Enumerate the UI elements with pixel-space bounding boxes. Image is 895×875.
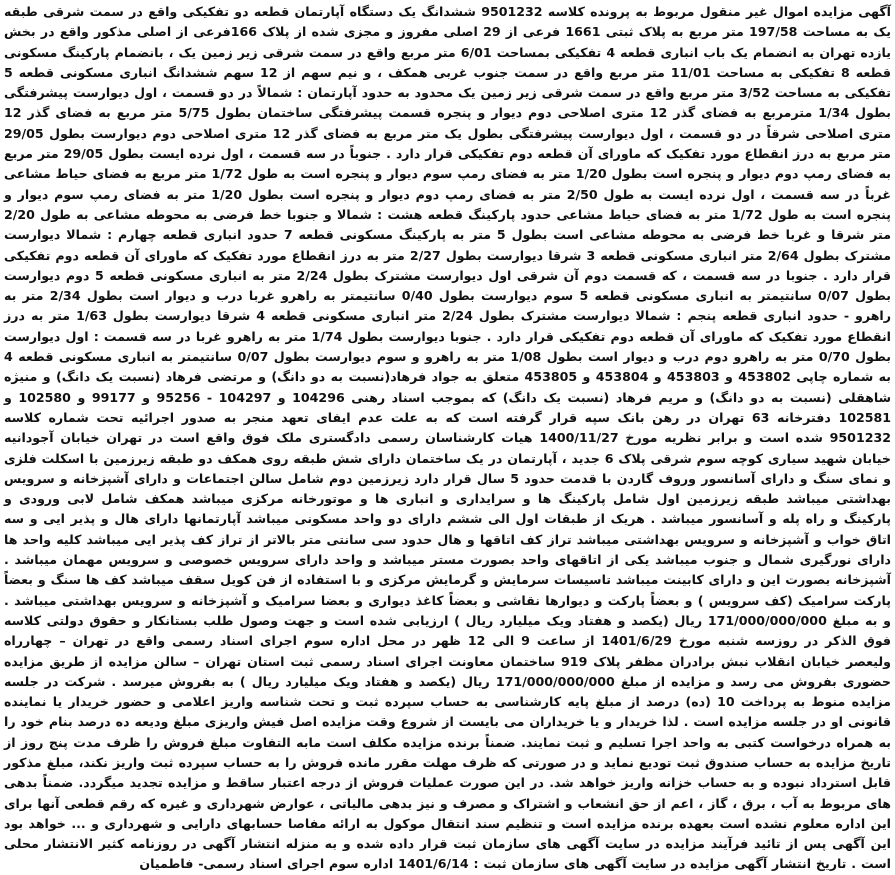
auction-notice-text: آگهی مزایده اموال غیر منقول مربوط به پرونده کلاسه 9501232 ششدانگ یک دستگاه آپارتمان قطعه دو تفکیکی واقع در سمت شرقی طبقه یک به مساحت 197/58 متر مربع به پلاک ثبتی 1661 فرعی از 29 اصلی مفروز و مجزی شده از پلاک 166فرعی از اصلی مذکور واقع در بخش یازده تهران به انضمام یک باب انباری قطعه 4 تفکیکی بمساحت 6/01 متر مربع واقع در سمت شرقی زیر زمین یک ، بانضمام پارکینگ مسکونی قطعه 8 تفکیکی به مساحت 11/01 متر مربع واقع در سمت جنوب غربی همکف ، و نیم سهم از 12 سهم ششدانگ انباری مسکونی قطعه 5 تفکیکی به مساحت 3/52 متر مربع واقع در سمت شرقی زیر زمین یک محدود به حدود آپارتمان : شمالاً در دو قسمت ، اول دیوارست پیشرفتگی بطول 1/34 مترمربع به فضای گذر 12 متری اصلاحی دوم دیوار و پنجره قسمت پیشرفتگی ساختمان بطول 5/75 متر مربع به فضای گذر 12 متری اصلاحی شرقاً در دو قسمت ، اول دیوارست پیشرفتگی بطول یک متر مربع به فضای گذر 12 متری اصلاحی دوم دیوارست بطول 29/05 متر مربع به درز انقطاع مورد تفکیک که ماورای آن قطعه دوم تفکیکی قرار دارد . جنوباً در سه قسمت ، اول نرده ایست بطول 29/05 متر مربع به فضای رمپ دوم دیوار و پنجره است بطول 1/20 متر به فضای رمپ سوم دیوار و پنجره است به طول 1/72 متر مربع به فضای حیاط مشاعی غرباً در سه قسمت ، اول نرده ایست به طول 2/50 متر به فضای رمپ دوم دیوار و پنجره است بطول 1/20 متر به فضای رمپ سوم دیوار و پنجره است به طول 1/72 متر به فضای حیاط مشاعی حدود پارکینگ قطعه هشت : شمالا و جنوبا خط فرضی به محوطه مشاعی به طول 2/20 متر شرقا و غربا خط فرضی به محوطه مشاعی است بطول 5 متر به پارکینگ مسکونی قطعه 7 حدود انباری قطعه چهارم : شمالا دیوارست مشترک بطول 2/64 متر انباری مسکونی قطعه 3 شرقا دیوارست بطول 2/27 متر به درز انقطاع مورد تفکیک که ماورای آن قطعه دوم تفکیکی قرار دارد . جنوبا در سه قسمت ، که قسمت دوم آن شرقی اول دیوارست مشترک بطول 2/24 متر به انباری مسکونی قطعه 5 دوم دیوارست بطول 0/07 سانتیمتر به انباری مسکونی قطعه 5 سوم دیوارست بطول 0/40 سانتیمتر به راهرو غربا درب و دیوار است بطول 2/34 متر به راهرو - حدود انباری قطعه پنجم : شمالا دیوارست مشترک بطول 2/24 متر انباری مسکونی قطعه 4 شرقا دیوارست بطول 1/63 متر به درز انقطاع مورد تفکیک که ماورای آن قطعه دوم تفکیکی قرار دارد . جنوبا دیوارست بطول 1/74 متر به راهرو غربا در سه قسمت : اول دیوارست بطول 0/70 متر به راهرو دوم درب و دیوار است بطول 1/08 متر به راهرو و سوم دیوارست بطول 0/07 سانتیمتر به انباری مسکونی قطعه 4 به شماره چاپی 453802 و 453803 و 453804 و 453805 متعلق به جواد فرهاد(نسبت به دو دانگ) و مرتضی فرهاد (نسبت یک دانگ) و منیژه شاهقلی (نسبت به دو دانگ) و مریم فرهاد (نسبت یک دانگ) که بموجب اسناد رهنی 104296 و 104297 - 95256 و 99177 و 102580 و 102581 دفترخانه 63 تهران در رهن بانک سپه قرار گرفته است که به علت عدم ایفای تعهد منجر به صدور اجرائیه تحت شماره کلاسه 9501232 شده است و برابر نظریه مورخ 1400/11/27 هیات کارشناسان رسمی دادگستری ملک فوق واقع است در تهران خیابان آجودانیه خیابان شهید سیاری کوچه سوم شرقی پلاک 6 جدید ، آپارتمان در یک ساختمان دارای شش طبقه روی همکف دو طبقه زیرزمین با اسکلت فلزی و نمای سنگ و دارای آسانسور وروف گاردن با قدمت حدود 5 سال قرار دارد زیرزمین دوم شامل سالن اجتماعات و دارای آشپزخانه و سرویس بهداشتی میباشد طبقه زیرزمین اول شامل پارکینگ ها و سرایداری و انباری ها و موتورخانه مرکزی میباشد همکف شامل لابی ورودی و پارکینگ و راه پله و آسانسور میباشد . هریک از طبقات اول الی ششم دارای دو واحد مسکونی میباشد آپارتمانها دارای هال و پذیر ایی و سه اتاق خواب و آشپزخانه و سرویس بهداشتی میباشد تراز کف اتاقها و هال حدود سی سانتی متر بالاتر از تراز کف پذیر ایی میباشد کلیه واحد ها دارای نورگیری شمال و جنوب میباشد یکی از اتاقهای واحد بصورت مستر میباشد و واحد دارای سرویس خصوصی و سرویس مهمان میباشد . آشپزخانه بصورت این و دارای کابینت میباشد تاسیسات سرمایش و گرمایش مرکزی و با استفاده از فن کویل سقف میباشد کف ها سنگ و بعضاً پارکت سرامیک (کف سرویس ) و بعضاً پارکت و دیوارها نقاشی و بعضاً کاغذ دیواری و بعضا سرامیک و آشپزخانه و سرویس بهداشتی میباشد . و به مبلغ 171/000/000/000 ریال (یکصد و هفتاد ویک میلیارد ریال ) ارزیابی شده است و جهت وصول طلب بستانکار و حقوق دولتی کلاسه فوق الذکر در روزسه شنبه مورخ 1401/6/29 از ساعت 9 الی 12 ظهر در محل اداره سوم اجرای اسناد رسمی واقع در تهران – چهارراه ولیعصر خیابان انقلاب نبش برادران مظفر پلاک 919 ساختمان معاونت اجرای اسناد رسمی ثبت استان تهران – سالن مزایده از طریق مزایده حضوری بفروش می رسد و مزایده از مبلغ 171/000/000/000 ریال (یکصد و هفتاد ویک میلیارد ریال ) به بفروش میرسد . شرکت در جلسه مزایده منوط به پرداخت 10 (ده) درصد از مبلغ پایه کارشناسی به حساب سپرده ثبت و تحت شناسه واریز اعلامی و حضور خریدار یا نماینده قانونی او در جلسه مزایده است . لذا خریدار و یا خریداران می بایست از شروع وقت مزایده اصل فیش واریزی مبلغ ودیعه ده درصد بنام خود را به همراه درخواست کتبی به واحد اجرا تسلیم و ثبت نمایند. ضمناً برنده مزایده مکلف است مابه التفاوت مبلغ فروش را ظرف مدت پنج روز از تاریخ مزایده به حساب صندوق ثبت تودیع نماید و در صورتی که ظرف مهلت مقرر مانده فروش را به حساب سپرده ثبت واریز نکند، مبلغ مذکور قابل استرداد نبوده و به حساب خزانه واریز خواهد شد. در این صورت عملیات فروش از درجه اعتبار ساقط و مزایده تجدید میگردد. ضمناً بدهی های مربوط به آب ، برق ، گاز ، اعم از حق انشعاب و اشتراک و مصرف و نیز بدهی مالیاتی ، عوارض شهرداری و غیره که رقم قطعی آنها برای این اداره معلوم نشده است بعهده برنده مزایده است و تنظیم سند انتقال موکول به ارائه مفاصا حسابهای دارایی و شهرداری و ... خواهد بود این آگهی پس از تائید فرآیند مزایده در سایت آگهی های سازمان ثبت قرار داده شده و به منزله انتشار آگهی در روزنامه کثیر الانتشار محلی است . تاریخ انتشار آگهی مزایده در سایت آگهی های سازمان ثبت : 1401/6/14 اداره سوم اجرای اسناد رسمی- فاطمیان <box>4 4 892 872</box>
